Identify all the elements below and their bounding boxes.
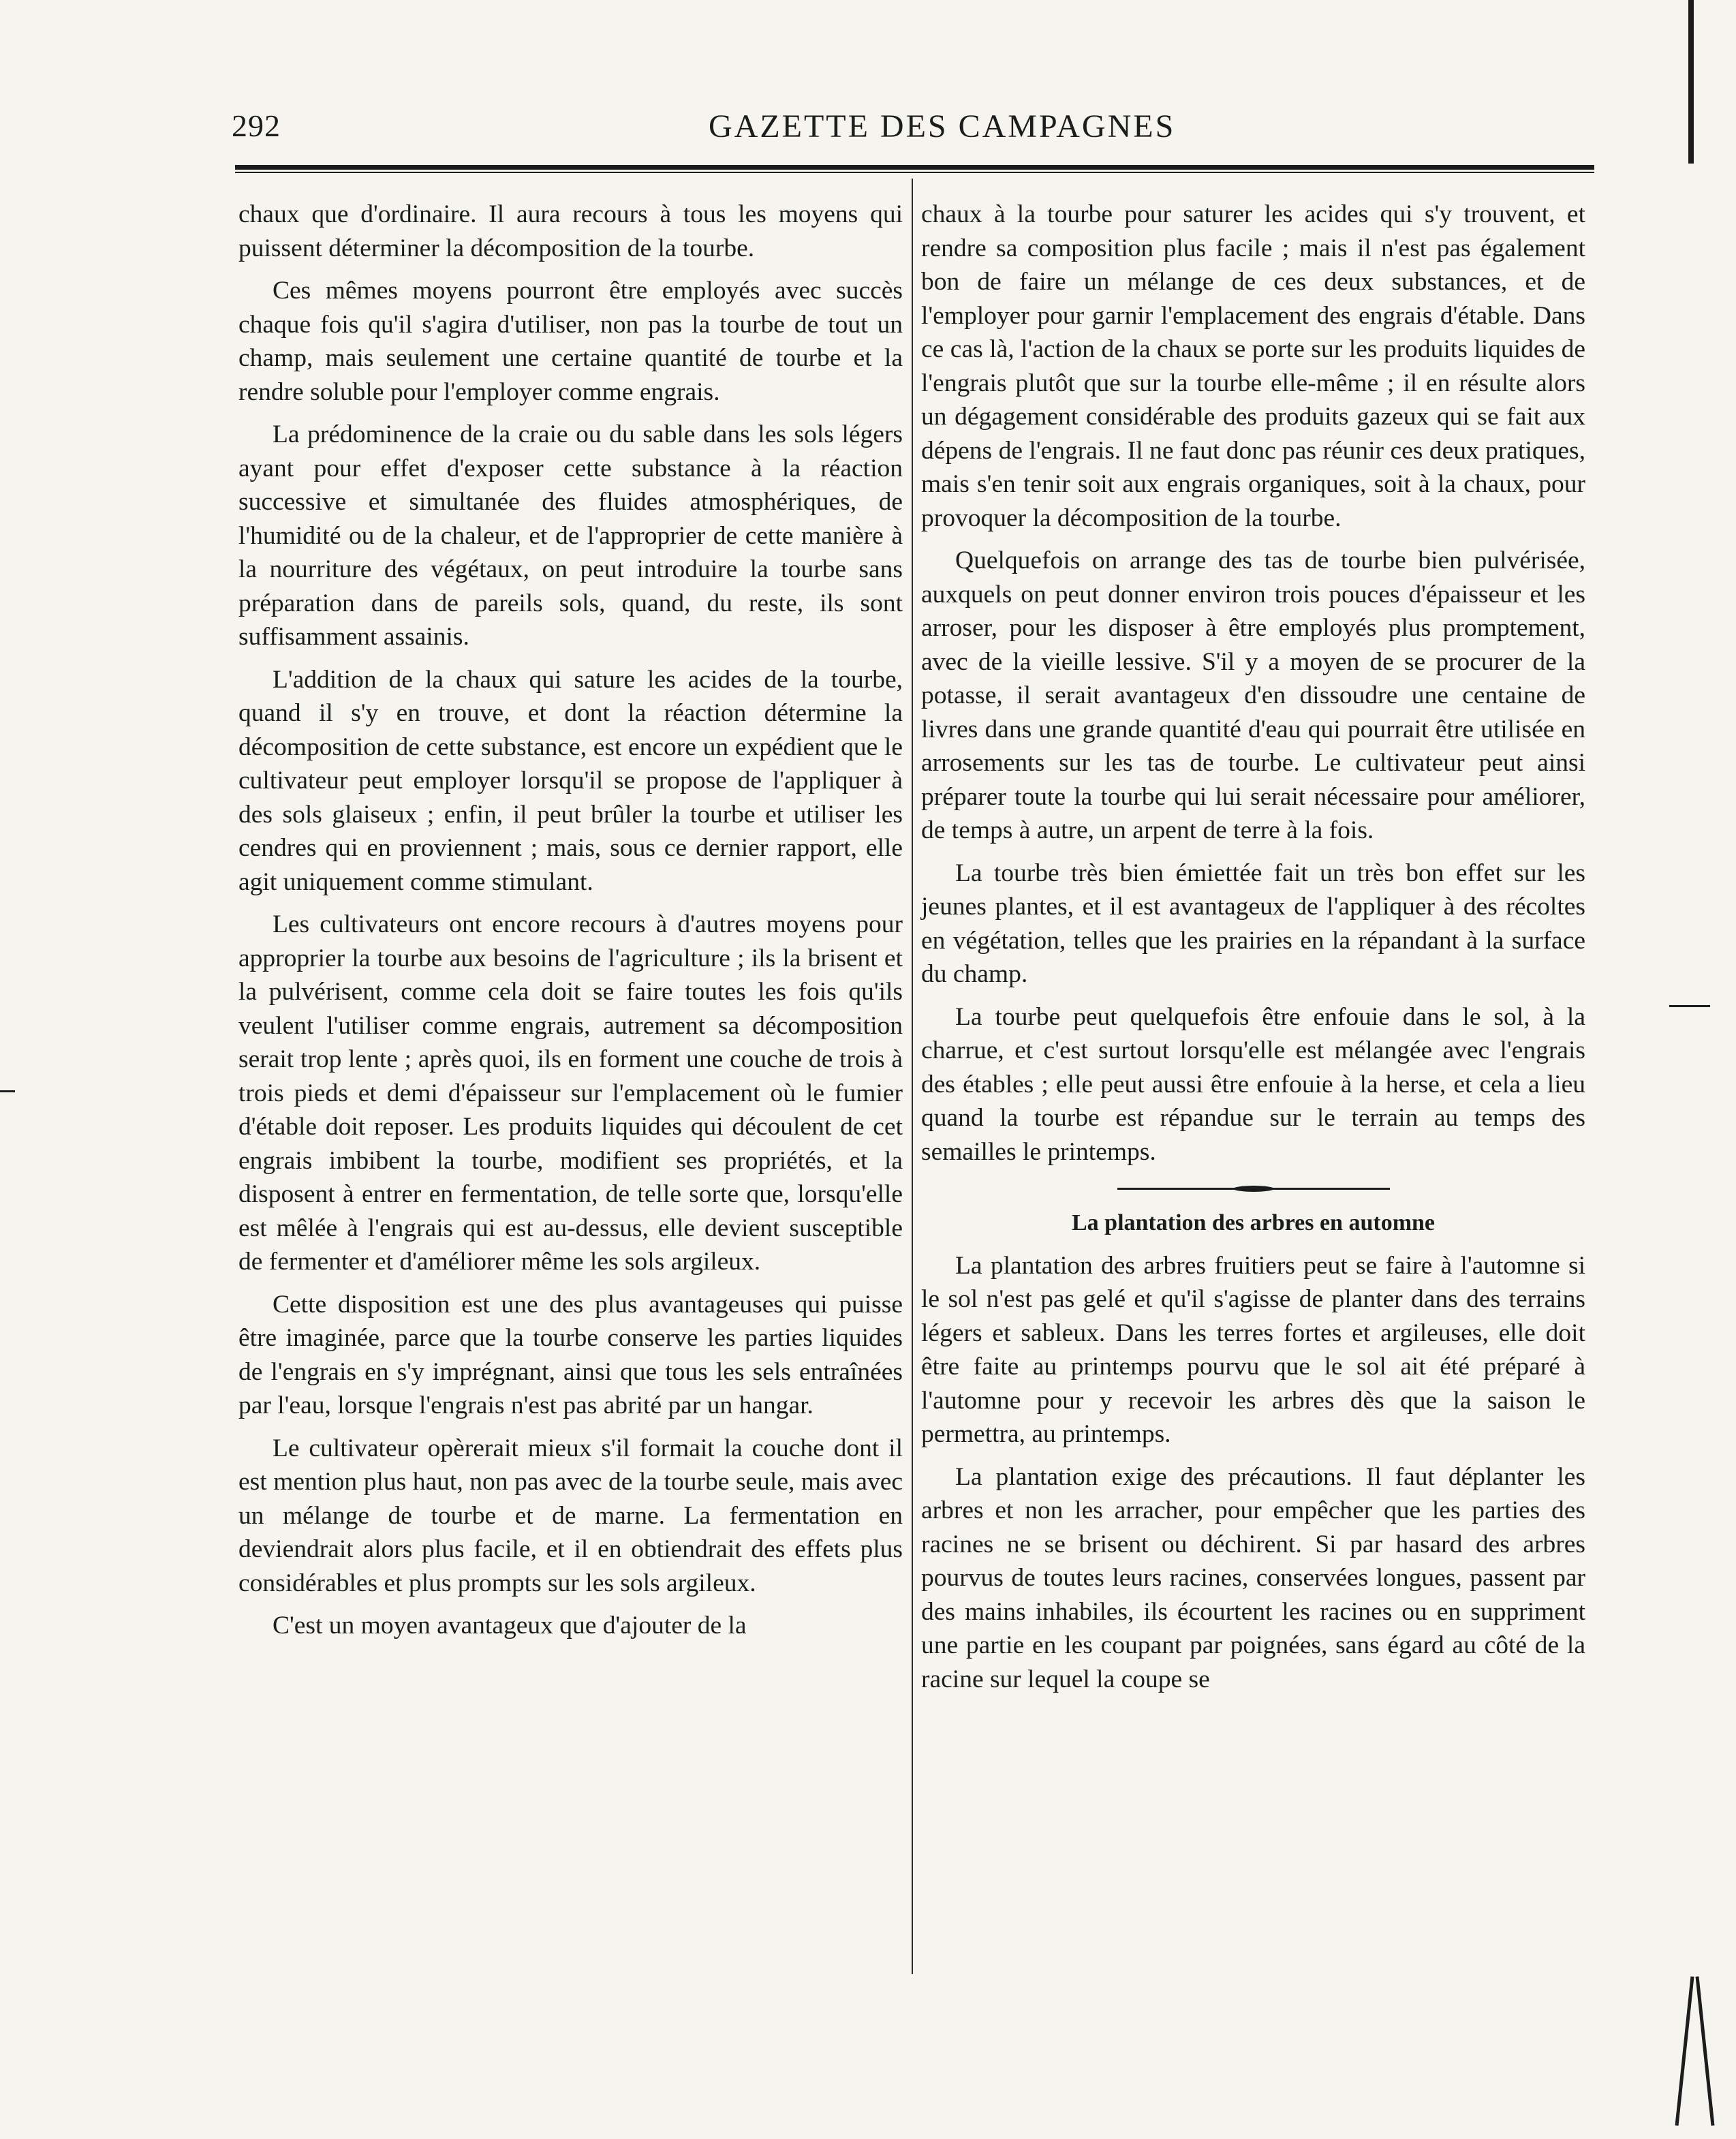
column-divider [912,179,913,1974]
section-heading: La plantation des arbres en automne [1071,1210,1436,1235]
page-number: 292 [232,108,281,143]
scan-edge-mark [1675,1976,1694,2125]
section-divider [1117,1188,1390,1190]
paragraph: Les cultivateurs ont encore recours à d'autres moyens pour approprier la tourbe aux besoins de l'agriculture ; ils la brisent et la pulvérisent, comme cela doit se faire toutes les fois qu'ils veulent l'utiliser comme engrais, autrement sa décomposition serait trop lente ; après quoi, ils en forment une couche de trois à trois pieds et demi d'épaisseur sur l'emplacement où le fumier d'étable doit reposer. Les produits liquides qui découlent de cet engrais imbibent la tourbe, modifient ses propriétés, et la disposent à entrer en fermentation, de telle sorte que, lorsqu'elle est mêlée à l'engrais qui est au-dessus, elle devient susceptible de fermenter et d'améliorer même les sols argileux. [238,910,903,1276]
paragraph: Quelquefois on arrange des tas de tourbe bien pulvérisée, auxquels on peut donner environ trois pouces d'épaisseur et les arroser, pour les disposer à être employés plus promptement, avec de la vieille lessive. S'il y a moyen de se procurer de la potasse, il serait avantageux d'en dissoudre une centaine de livres dans une grande quantité d'eau qui pourrait être utilisée en arrosements sur les tas de tourbe. Le cultivateur peut ainsi préparer toute la tourbe qui lui serait nécessaire pour améliorer, de temps à autre, un arpent de terre à la fois. [921,547,1585,844]
scan-edge-mark [1688,0,1694,164]
page-header [232,101,1594,155]
paragraph: La plantation des arbres fruitiers peut se faire à l'automne si le sol n'est pas gelé et qu'il s'agisse de planter dans des terrains légers et sableux. Dans les terres fortes et argileuses, elle doit être faite au printemps pourvu que le sol ait été préparé à l'automne pour y recevoir les arbres dès que la saison le permettra, au printemps. [921,1251,1585,1448]
paragraph: chaux à la tourbe pour saturer les acides qui s'y trouvent, et rendre sa composition plus facile ; mais il n'est pas également bon de faire un mélange de ces deux substances, et de l'employer pour garnir l'emplacement des engrais d'étable. Dans ce cas là, l'action de la chaux se porte sur les produits liquides de l'engrais plutôt que sur la tourbe elle-même ; il en résulte alors un dégagement considérable des produits gazeux qui se fait aux dépens de l'engrais. Il ne faut donc pas réunir ces deux pratiques, mais s'en tenir soit aux engrais organiques, soit à la chaux, pour provoquer la décomposition de la tourbe. [921,200,1585,532]
paragraph: La prédominence de la craie ou du sable dans les sols légers ayant pour effet d'exposer cette substance à la réaction successive et simultanée des fluides atmosphériques, de l'humidité ou de la chaleur, et de l'approprier de cette manière à la nourriture des végétaux, on peut introduire la tourbe sans préparation dans de pareils sols, quand, du reste, ils sont suffisamment assainis. [238,420,903,651]
left-column [238,198,903,1652]
paragraph: C'est un moyen avantageux que d'ajouter de la [273,1612,747,1640]
paragraph: Ces mêmes moyens pourront être employés avec succès chaque fois qu'il s'agira d'utiliser, non pas la tourbe de tout un champ, mais seulement une certaine quantité de tourbe et la rendre soluble pour l'employer comme engrais. [238,277,903,406]
header-double-rule [235,165,1594,173]
paragraph: Cette disposition est une des plus avantageuses qui puisse être imaginée, parce que la tourbe conserve les parties liquides de l'engrais en s'y imprégnant, ainsi que tous les sels entraînées par l'eau, lorsque l'engrais n'est pas abrité par un hangar. [238,1290,903,1419]
paragraph: chaux que d'ordinaire. Il aura recours à tous les moyens qui puissent déterminer la décomposition de la tourbe. [238,200,903,262]
paragraph: La tourbe peut quelquefois être enfouie dans le sol, à la charrue, et c'est surtout lorsqu'elle est mélangée avec l'engrais des étables ; elle peut aussi être enfouie à la herse, et cela a lieu quand la tourbe est répandue sur le terrain au temps des semailles le printemps. [921,1002,1585,1166]
paragraph: L'addition de la chaux qui sature les acides de la tourbe, quand il s'y en trouve, et dont la réaction détermine la décomposition de cette substance, est encore un expédient que le cultivateur peut employer lorsqu'il se propose de l'appliquer à des sols glaiseux ; enfin, il peut brûler la tourbe et utiliser les cendres qui en proviennent ; mais, sous ce dernier rapport, elle agit uniquement comme stimulant. [238,665,903,896]
scan-edge-mark [0,1090,15,1092]
page-title: GAZETTE DES CAMPAGNES [709,108,1176,144]
right-column [921,198,1585,1705]
scan-edge-mark [1669,1005,1710,1007]
paragraph: La plantation exige des précautions. Il faut déplanter les arbres et non les arracher, pour empêcher que les parties des racines ne se brisent ou déchirent. Si par hasard des arbres pourvus de toutes leurs racines, conservées longues, passent par des mains inhabiles, ils écourtent les racines ou en suppriment une partie en les coupant par poignées, sans égard au côté de la racine sur lequel la coupe se [921,1462,1585,1693]
paragraph: La tourbe très bien émiettée fait un très bon effet sur les jeunes plantes, et il est avantageux de l'appliquer à des récoltes en végétation, telles que les prairies en la répandant à la surface du champ. [921,859,1585,988]
paragraph: Le cultivateur opèrerait mieux s'il formait la couche dont il est mention plus haut, non pas avec de la tourbe seule, mais avec un mélange de tourbe et de marne. La fermentation en deviendrait alors plus facile, et il en obtiendrait des effets plus considérables et plus prompts sur les sols argileux. [238,1434,903,1597]
scan-edge-mark [1696,1976,1715,2125]
